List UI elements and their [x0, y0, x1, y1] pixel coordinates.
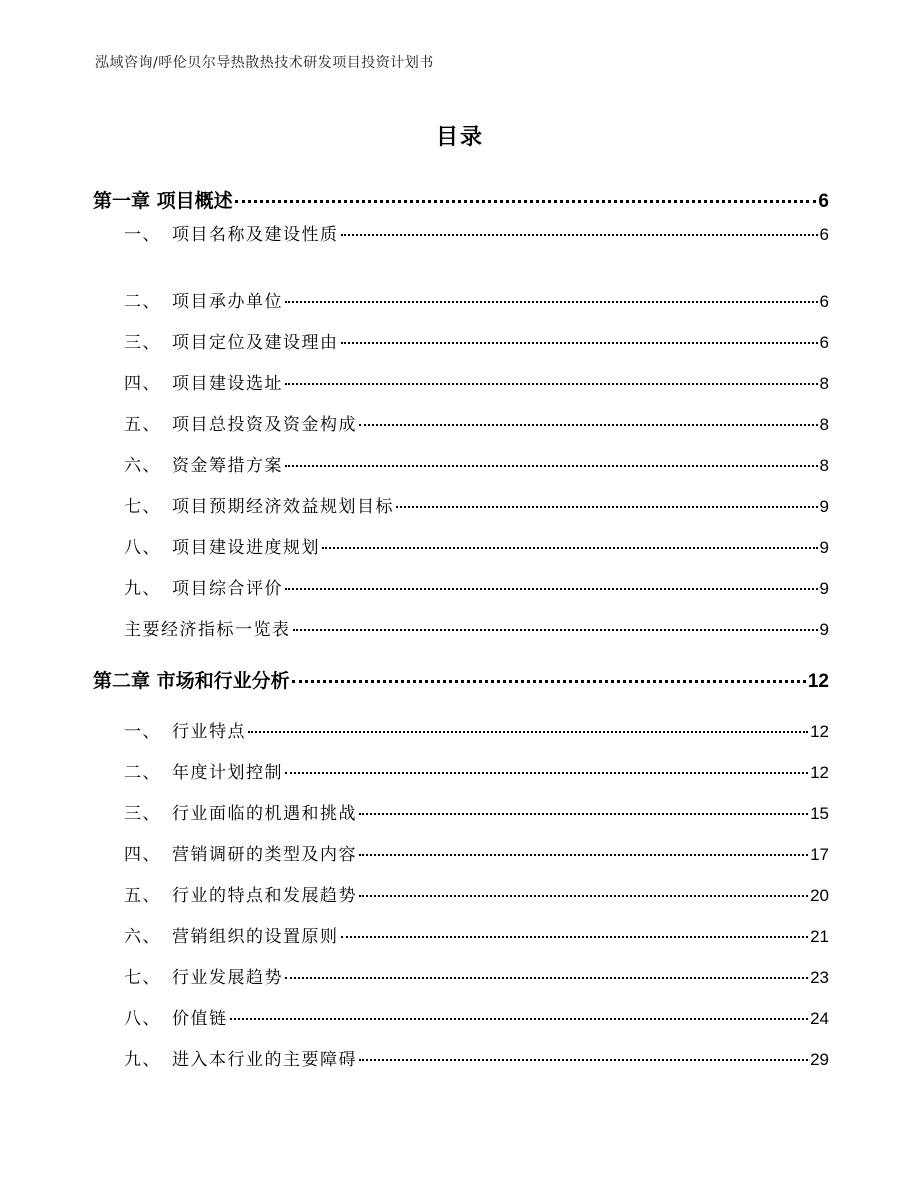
document-header: 泓域咨询/呼伦贝尔导热散热技术研发项目投资计划书	[95, 55, 434, 71]
toc-chapter-1[interactable]	[93, 186, 829, 213]
toc-entry[interactable]	[124, 533, 829, 558]
toc-entry-label: 项目建设选址	[172, 374, 283, 394]
toc-entry-number: 三、	[124, 333, 161, 353]
toc-page-number: 23	[810, 968, 829, 987]
toc-leader-dots	[248, 730, 808, 733]
toc-leader-dots	[293, 628, 818, 631]
toc-leader-dots	[341, 233, 818, 236]
toc-page-number: 9	[819, 538, 829, 557]
toc-entry-number: 二、	[124, 763, 161, 783]
toc-leader-dots	[359, 423, 818, 426]
toc-leader-dots	[359, 812, 808, 815]
toc-entry[interactable]	[124, 717, 829, 742]
toc-chapter-label: 第二章 市场和行业分析	[93, 670, 290, 692]
toc-entry[interactable]	[124, 799, 829, 824]
toc-leader-dots	[230, 1017, 809, 1020]
toc-leader-dots	[285, 464, 818, 467]
toc-leader-dots	[235, 199, 817, 203]
toc-page-number: 12	[810, 763, 829, 782]
toc-entry-label: 行业的特点和发展趋势	[172, 886, 357, 906]
toc-leader-dots	[396, 505, 818, 508]
toc-entry-number: 七、	[124, 497, 161, 517]
toc-entry[interactable]	[124, 410, 829, 435]
toc-page-number: 12	[810, 722, 829, 741]
toc-entry-label: 资金筹措方案	[172, 456, 283, 476]
toc-entry[interactable]	[124, 615, 829, 640]
toc-page-number: 15	[810, 804, 829, 823]
toc-entry-number: 二、	[124, 292, 161, 312]
toc-entry-number: 三、	[124, 804, 161, 824]
toc-leader-dots	[285, 771, 808, 774]
toc-leader-dots	[341, 935, 809, 938]
toc-entry[interactable]	[124, 451, 829, 476]
toc-entry-number: 八、	[124, 1009, 161, 1029]
toc-entry-label: 项目综合评价	[172, 579, 283, 599]
toc-page-number: 6	[818, 191, 829, 212]
toc-entry-number: 七、	[124, 968, 161, 988]
toc-entry[interactable]	[124, 220, 829, 245]
toc-entry-number: 九、	[124, 579, 161, 599]
toc-leader-dots	[285, 587, 818, 590]
toc-entry[interactable]	[124, 922, 829, 947]
toc-entry-number: 八、	[124, 538, 161, 558]
toc-entry[interactable]	[124, 840, 829, 865]
toc-page-number: 24	[810, 1009, 829, 1028]
toc-entry-label: 营销组织的设置原则	[172, 927, 339, 947]
toc-page-number: 6	[819, 225, 829, 244]
toc-page-number: 6	[819, 333, 829, 352]
toc-page-number: 6	[819, 292, 829, 311]
toc-entry-number: 一、	[124, 225, 161, 245]
toc-entry[interactable]	[124, 1004, 829, 1029]
toc-page-number: 8	[819, 415, 829, 434]
toc-page-number: 17	[810, 845, 829, 864]
toc-page-number: 8	[819, 374, 829, 393]
toc-page-number: 29	[810, 1050, 829, 1069]
toc-leader-dots	[359, 1058, 808, 1061]
toc-leader-dots	[322, 546, 818, 549]
toc-entry-label: 主要经济指标一览表	[124, 620, 291, 640]
toc-entry-label: 项目承办单位	[172, 292, 283, 312]
toc-leader-dots	[292, 679, 806, 683]
toc-page-number: 8	[819, 456, 829, 475]
toc-entry-number: 五、	[124, 415, 161, 435]
toc-chapter-label: 第一章 项目概述	[93, 190, 233, 212]
toc-page-number: 9	[819, 579, 829, 598]
toc-leader-dots	[285, 976, 808, 979]
toc-page-number: 12	[807, 671, 829, 692]
toc-entry[interactable]	[124, 881, 829, 906]
toc-leader-dots	[341, 341, 818, 344]
toc-entry-number: 九、	[124, 1050, 161, 1070]
toc-entry-number: 六、	[124, 456, 161, 476]
toc-entry-label: 进入本行业的主要障碍	[172, 1050, 357, 1070]
toc-page-number: 20	[810, 886, 829, 905]
toc-entry-label: 营销调研的类型及内容	[172, 845, 357, 865]
toc-entry-number: 一、	[124, 722, 161, 742]
toc-entry-label: 价值链	[172, 1009, 228, 1029]
toc-leader-dots	[359, 894, 808, 897]
toc-entry-number: 四、	[124, 845, 161, 865]
toc-entry-label: 项目建设进度规划	[172, 538, 320, 558]
toc-leader-dots	[285, 382, 818, 385]
toc-entry-label: 行业面临的机遇和挑战	[172, 804, 357, 824]
toc-entry[interactable]	[124, 758, 829, 783]
toc-page-number: 21	[810, 927, 829, 946]
toc-title: 目录	[435, 125, 484, 150]
toc-chapter-2[interactable]	[93, 666, 829, 693]
toc-entry-label: 项目预期经济效益规划目标	[172, 497, 394, 517]
toc-entry[interactable]	[124, 492, 829, 517]
toc-entry-label: 行业特点	[172, 722, 246, 742]
toc-entry[interactable]	[124, 287, 829, 312]
toc-entry[interactable]	[124, 328, 829, 353]
toc-leader-dots	[285, 300, 818, 303]
toc-entry-label: 年度计划控制	[172, 763, 283, 783]
toc-page-number: 9	[819, 620, 829, 639]
toc-entry-label: 项目定位及建设理由	[172, 333, 339, 353]
toc-page-number: 9	[819, 497, 829, 516]
toc-entry[interactable]	[124, 963, 829, 988]
toc-entry[interactable]	[124, 369, 829, 394]
toc-entry-label: 项目名称及建设性质	[172, 225, 339, 245]
toc-entry[interactable]	[124, 1045, 829, 1070]
toc-entry-label: 项目总投资及资金构成	[172, 415, 357, 435]
toc-entry-number: 五、	[124, 886, 161, 906]
toc-entry-label: 行业发展趋势	[172, 968, 283, 988]
toc-entry[interactable]	[124, 574, 829, 599]
toc-entry-number: 四、	[124, 374, 161, 394]
toc-leader-dots	[359, 853, 808, 856]
toc-entry-number: 六、	[124, 927, 161, 947]
